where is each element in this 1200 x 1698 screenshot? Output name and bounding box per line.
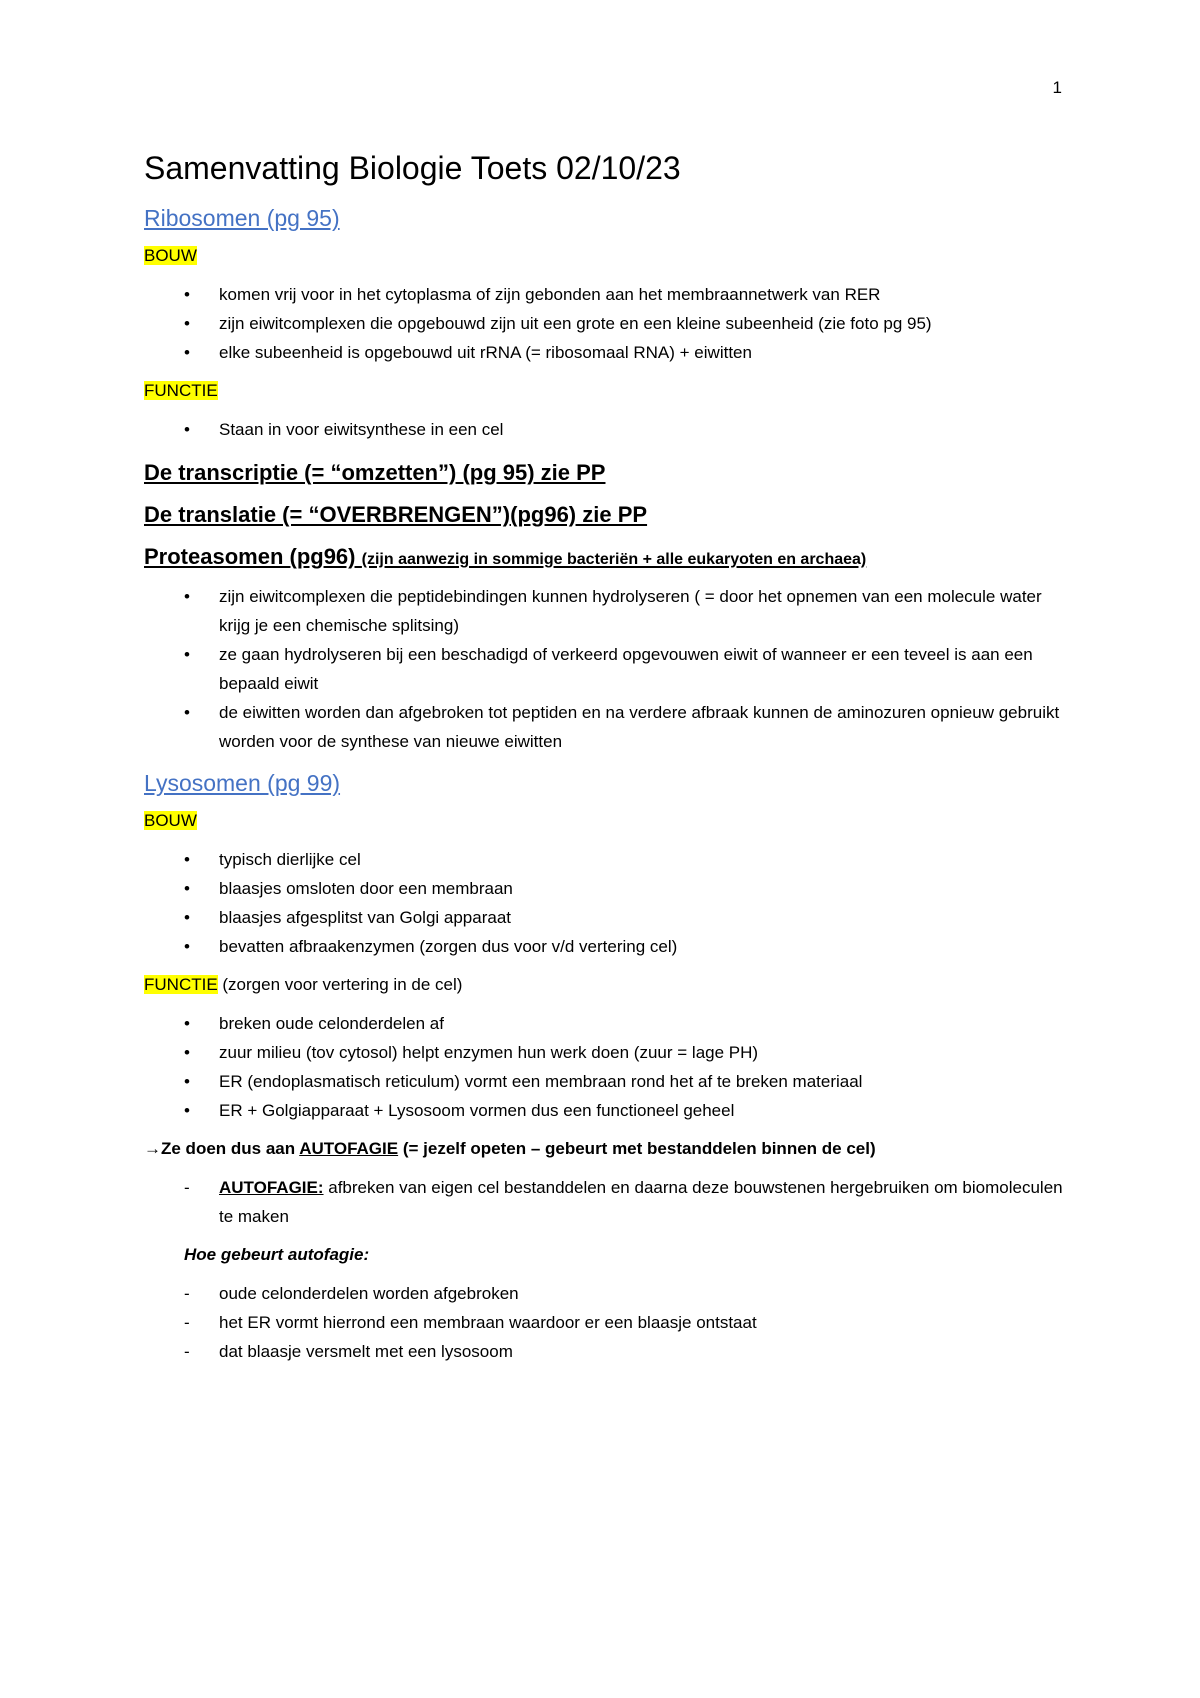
list-item: - AUTOFAGIE: afbreken van eigen cel bestanddelen en daarna deze bouwstenen hergebruiken om biomoleculen te maken — [144, 1173, 1064, 1231]
heading-ribosomen: Ribosomen (pg 95) — [144, 205, 340, 231]
list-functie-lysosomen — [144, 1009, 1064, 1125]
heading-lysosomen: Lysosomen (pg 99) — [144, 770, 341, 796]
list-functie-ribosomen — [144, 415, 1064, 444]
heading-transcriptie: De transcriptie (= “omzetten”) (pg 95) zie PP — [144, 460, 606, 485]
heading-translatie: De translatie (= “OVERBRENGEN”)(pg96) zie PP — [144, 502, 648, 527]
list-item: - dat blaasje versmelt met een lysosoom — [144, 1337, 1064, 1366]
arrow-icon: → — [144, 1139, 161, 1158]
list-item: • breken oude celonderdelen af — [144, 1009, 1064, 1038]
list-autofagie-definition — [144, 1173, 1064, 1231]
heading-proteasomen: Proteasomen (pg96) (zijn aanwezig in sommige bacteriën + alle eukaryoten en archaea) — [144, 544, 867, 569]
list-item: • elke subeenheid is opgebouwd uit rRNA (= ribosomaal RNA) + eiwitten — [144, 338, 1064, 367]
list-proteasomen — [144, 582, 1064, 756]
list-item: • blaasjes omsloten door een membraan — [144, 874, 1064, 903]
proteasomen-note: (zijn aanwezig in sommige bacteriën + alle eukaryoten en archaea) — [361, 551, 867, 568]
list-bouw-lysosomen — [144, 845, 1064, 961]
page-number: 1 — [1052, 78, 1062, 97]
autofagie-how-heading: Hoe gebeurt autofagie: — [184, 1245, 370, 1264]
document-body — [144, 150, 1064, 1380]
list-bouw-ribosomen — [144, 280, 1064, 367]
list-item: - oude celonderdelen worden afgebroken — [144, 1279, 1064, 1308]
list-item: • zijn eiwitcomplexen die opgebouwd zijn uit een grote en een kleine subeenheid (zie foto pg 95) — [144, 309, 1064, 338]
label-functie-ribosomen: FUNCTIE — [144, 381, 218, 400]
list-item: • de eiwitten worden dan afgebroken tot peptiden en na verdere afbraak kunnen de aminozuren opnieuw gebruikt worden voor de synthese van nieuwe eiwitten — [144, 698, 1064, 756]
list-autofagie-steps — [144, 1279, 1064, 1366]
list-item: • ER (endoplasmatisch reticulum) vormt een membraan rond het af te breken materiaal — [144, 1067, 1064, 1096]
list-item: • ER + Golgiapparaat + Lysosoom vormen dus een functioneel geheel — [144, 1096, 1064, 1125]
list-item: • blaasjes afgesplitst van Golgi apparaat — [144, 903, 1064, 932]
list-item: • zuur milieu (tov cytosol) helpt enzymen hun werk doen (zuur = lage PH) — [144, 1038, 1064, 1067]
list-item: • Staan in voor eiwitsynthese in een cel — [144, 415, 1064, 444]
list-item: • bevatten afbraakenzymen (zorgen dus voor v/d vertering cel) — [144, 932, 1064, 961]
autofagie-intro: →Ze doen dus aan AUTOFAGIE (= jezelf opeten – gebeurt met bestanddelen binnen de cel) — [144, 1139, 876, 1158]
list-item: • typisch dierlijke cel — [144, 845, 1064, 874]
label-bouw-lysosomen: BOUW — [144, 811, 197, 830]
list-item: • ze gaan hydrolyseren bij een beschadigd of verkeerd opgevouwen eiwit of wanneer er een teveel is aan een bepaald eiwit — [144, 640, 1064, 698]
list-item: • komen vrij voor in het cytoplasma of zijn gebonden aan het membraannetwerk van RER — [144, 280, 1064, 309]
document-title: Samenvatting Biologie Toets 02/10/23 — [144, 150, 681, 186]
list-item: - het ER vormt hierrond een membraan waardoor er een blaasje ontstaat — [144, 1308, 1064, 1337]
label-bouw-ribosomen: BOUW — [144, 246, 197, 265]
list-item: • zijn eiwitcomplexen die peptidebindingen kunnen hydrolyseren ( = door het opnemen van een molecule water krijg je een chemische splitsing) — [144, 582, 1064, 640]
label-functie-lysosomen: FUNCTIE (zorgen voor vertering in de cel) — [144, 975, 463, 994]
